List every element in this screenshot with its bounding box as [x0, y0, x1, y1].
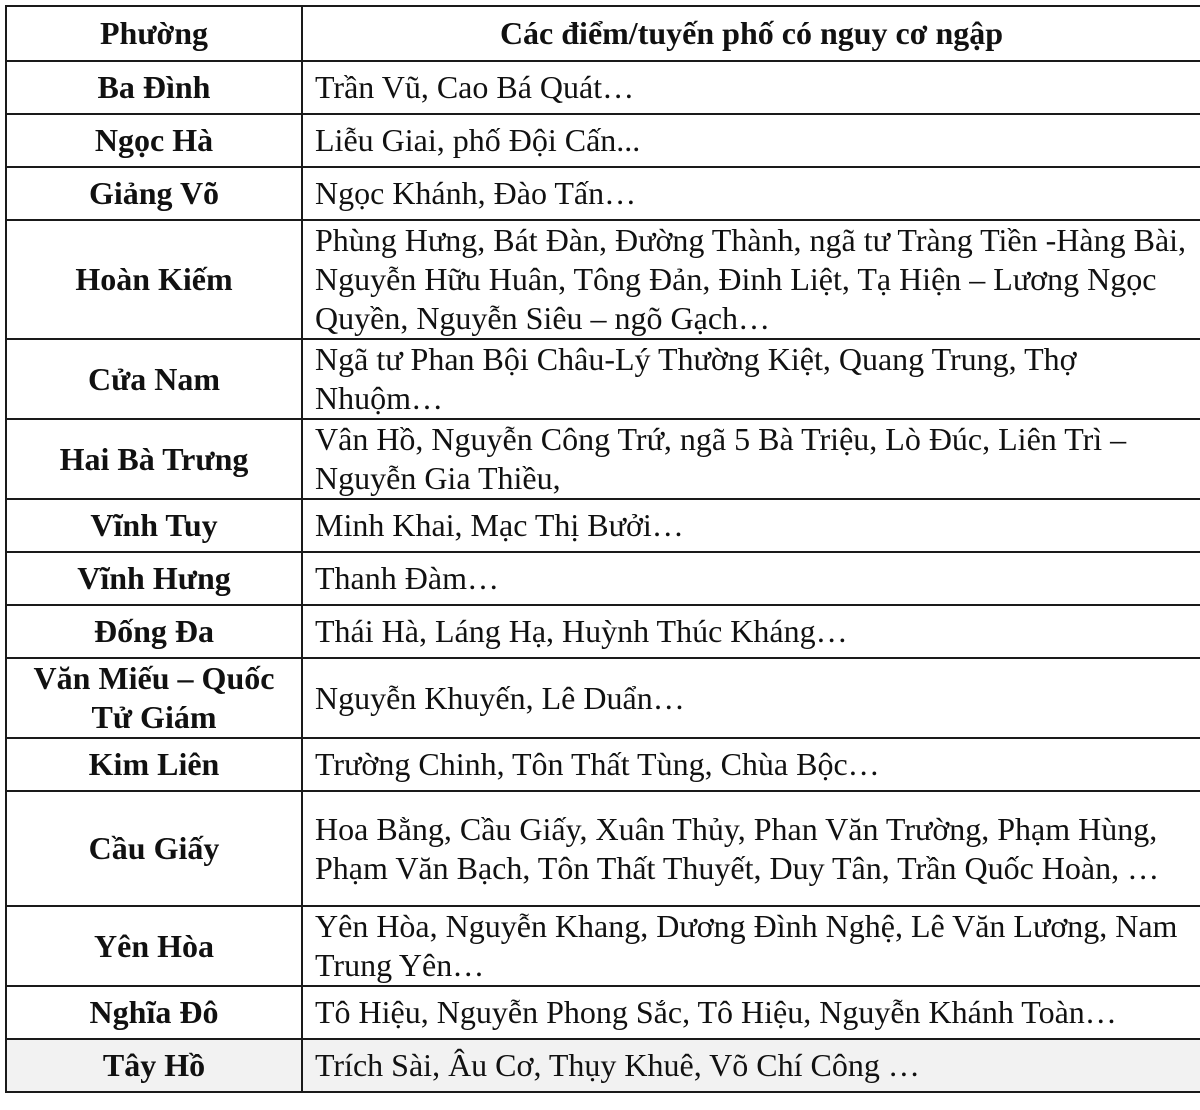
ward-cell: Ba Đình [6, 61, 302, 114]
table-row [6, 552, 1200, 605]
streets-cell: Minh Khai, Mạc Thị Bưởi… [302, 499, 1200, 552]
ward-cell: Hai Bà Trưng [6, 419, 302, 499]
ward-cell: Kim Liên [6, 738, 302, 791]
table-header-row [6, 6, 1200, 61]
header-ward: Phường [6, 6, 302, 61]
flood-risk-table [5, 5, 1200, 1093]
ward-cell: Vĩnh Tuy [6, 499, 302, 552]
flood-risk-table-container [5, 5, 1200, 1093]
streets-cell: Trường Chinh, Tôn Thất Tùng, Chùa Bộc… [302, 738, 1200, 791]
ward-cell: Nghĩa Đô [6, 986, 302, 1039]
table-row [6, 339, 1200, 419]
ward-cell: Cửa Nam [6, 339, 302, 419]
table-row [6, 419, 1200, 499]
table-row [6, 167, 1200, 220]
streets-cell: Thái Hà, Láng Hạ, Huỳnh Thúc Kháng… [302, 605, 1200, 658]
streets-cell: Liễu Giai, phố Đội Cấn... [302, 114, 1200, 167]
streets-cell: Trần Vũ, Cao Bá Quát… [302, 61, 1200, 114]
ward-cell: Yên Hòa [6, 906, 302, 986]
table-row [6, 658, 1200, 738]
ward-cell: Văn Miếu – Quốc Tử Giám [6, 658, 302, 738]
ward-cell: Tây Hồ [6, 1039, 302, 1092]
streets-cell: Thanh Đàm… [302, 552, 1200, 605]
table-row [6, 791, 1200, 906]
ward-cell: Vĩnh Hưng [6, 552, 302, 605]
table-row [6, 61, 1200, 114]
streets-cell: Nguyễn Khuyến, Lê Duẩn… [302, 658, 1200, 738]
ward-cell: Ngọc Hà [6, 114, 302, 167]
table-row [6, 605, 1200, 658]
table-row [6, 986, 1200, 1039]
table-row [6, 738, 1200, 791]
table-row [6, 1039, 1200, 1092]
streets-cell: Trích Sài, Âu Cơ, Thụy Khuê, Võ Chí Công … [302, 1039, 1200, 1092]
table-row [6, 906, 1200, 986]
streets-cell: Yên Hòa, Nguyễn Khang, Dương Đình Nghệ, Lê Văn Lương, Nam Trung Yên… [302, 906, 1200, 986]
ward-cell: Hoàn Kiếm [6, 220, 302, 339]
ward-cell: Đống Đa [6, 605, 302, 658]
ward-cell: Giảng Võ [6, 167, 302, 220]
table-row [6, 220, 1200, 339]
streets-cell: Phùng Hưng, Bát Đàn, Đường Thành, ngã tư Tràng Tiền -Hàng Bài, Nguyễn Hữu Huân, Tông Đản, Đinh Liệt, Tạ Hiện – Lương Ngọc Quyền, Nguyễn Siêu – ngõ Gạch… [302, 220, 1200, 339]
header-streets: Các điểm/tuyến phố có nguy cơ ngập [302, 6, 1200, 61]
streets-cell: Tô Hiệu, Nguyễn Phong Sắc, Tô Hiệu, Nguyễn Khánh Toàn… [302, 986, 1200, 1039]
table-row [6, 114, 1200, 167]
streets-cell: Vân Hồ, Nguyễn Công Trứ, ngã 5 Bà Triệu, Lò Đúc, Liên Trì – Nguyễn Gia Thiều, [302, 419, 1200, 499]
streets-cell: Ngã tư Phan Bội Châu-Lý Thường Kiệt, Quang Trung, Thợ Nhuộm… [302, 339, 1200, 419]
streets-cell: Ngọc Khánh, Đào Tấn… [302, 167, 1200, 220]
table-row [6, 499, 1200, 552]
streets-cell: Hoa Bằng, Cầu Giấy, Xuân Thủy, Phan Văn Trường, Phạm Hùng, Phạm Văn Bạch, Tôn Thất Thuyết, Duy Tân, Trần Quốc Hoàn, … [302, 791, 1200, 906]
ward-cell: Cầu Giấy [6, 791, 302, 906]
